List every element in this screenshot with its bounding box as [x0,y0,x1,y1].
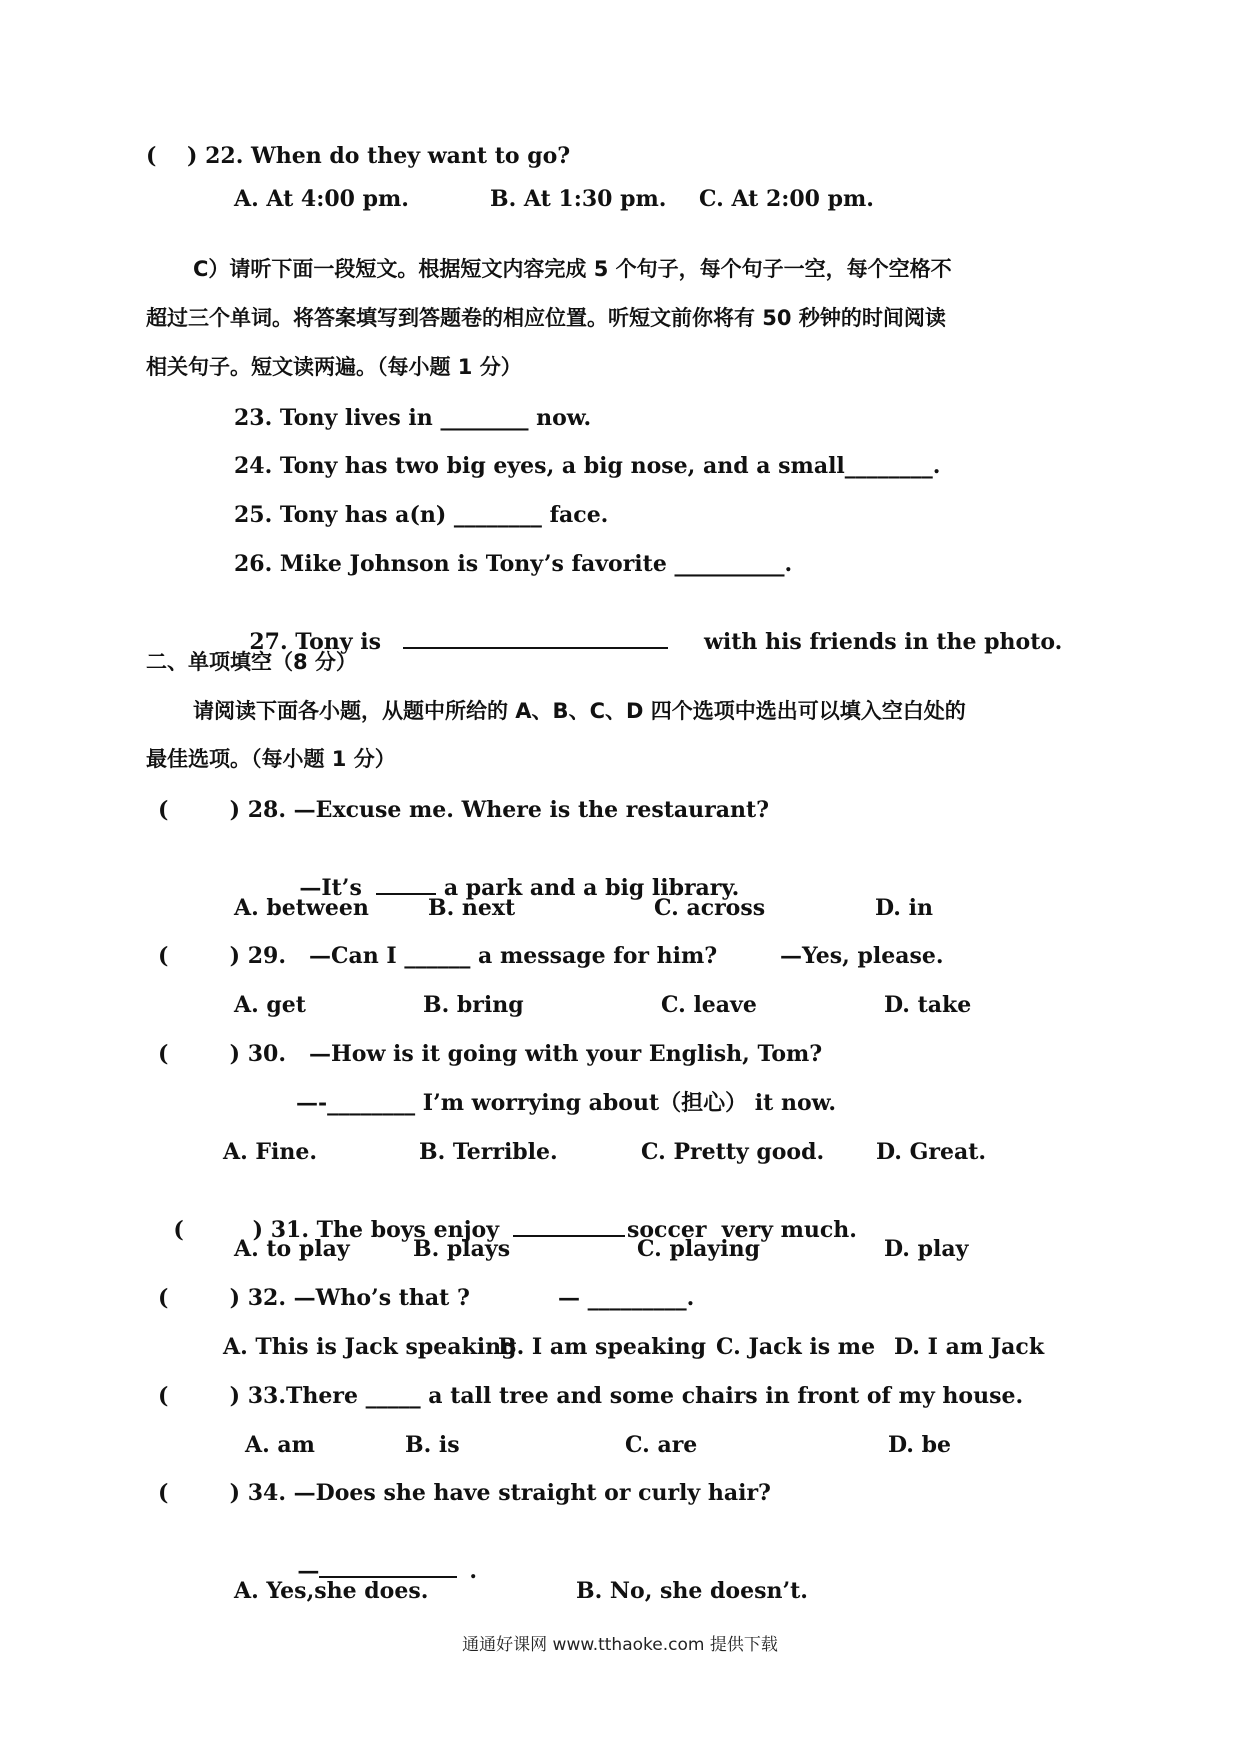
q28-option-b: B. next [428,895,516,921]
q34-stem: ( ) 34. —Does she have straight or curly hair? [158,1480,771,1506]
section-c-instruction-3: 相关句子。短文读两遍。（每小题 1 分） [146,355,522,379]
fill-q24: 24. Tony has two big eyes, a big nose, and a small________. [234,453,941,479]
part2-heading: 二、单项填空（8 分） [146,650,357,674]
q31-option-c: C. playing [637,1236,760,1262]
q34-reply-end: . [469,1558,477,1584]
q28-option-d: D. in [875,895,933,921]
q28-reply-start: —It’s [299,875,362,901]
q31-blank [513,1215,625,1237]
fill-q26: 26. Mike Johnson is Tony’s favorite __________. [234,551,793,577]
q22-option-c: C. At 2:00 pm. [699,186,874,212]
fill-q27-blank [403,627,668,649]
q28-reply-end: a park and a big library. [443,875,740,901]
section-c-instruction-1: C）请听下面一段短文。根据短文内容完成 5 个句子，每个句子一空，每个空格不 [193,257,952,281]
q28-stem: ( ) 28. —Excuse me. Where is the restaurant? [158,797,770,823]
q22-stem: ( ) 22. When do they want to go? [146,143,571,169]
q31-option-a: A. to play [234,1236,350,1262]
q33-option-a: A. am [245,1432,315,1458]
q29-reply: —Yes, please. [780,943,944,969]
q29-option-d: D. take [884,992,972,1018]
fill-q25: 25. Tony has a(n) ________ face. [234,502,609,528]
q31-stem-start: ( ) 31. The boys enjoy [173,1217,499,1243]
q29-option-b: B. bring [423,992,524,1018]
q30-option-c: C. Pretty good. [641,1139,825,1165]
q31-option-d: D. play [884,1236,969,1262]
q32-option-a: A. This is Jack speaking [223,1334,517,1360]
q34-reply-dash: — [297,1558,320,1584]
fill-q27 [234,599,1062,656]
page-footer: 通通好课网 www.tthaoke.com 提供下载 [462,1635,778,1655]
q30-stem: ( ) 30. —How is it going with your English, Tom? [158,1041,823,1067]
q32-reply: — _________. [558,1285,695,1311]
q30-option-d: D. Great. [876,1139,987,1165]
q32-option-b: B. I am speaking [498,1334,707,1360]
q33-option-d: D. be [888,1432,951,1458]
q34-blank [319,1556,457,1578]
q30-option-b: B. Terrible. [419,1139,558,1165]
q33-option-b: B. is [405,1432,460,1458]
q28-option-c: C. across [654,895,766,921]
q32-option-d: D. I am Jack [894,1334,1045,1360]
fill-q27-start: 27. Tony is [249,629,381,655]
part2-instruction-2: 最佳选项。（每小题 1 分） [146,747,396,771]
section-c-instruction-2: 超过三个单词。将答案填写到答题卷的相应位置。听短文前你将有 50 秒钟的时间阅读 [146,306,946,330]
q31-stem-end: soccer very much. [627,1217,857,1243]
q29-option-a: A. get [234,992,306,1018]
q28-blank [376,873,436,895]
q28-option-a: A. between [234,895,369,921]
fill-q23: 23. Tony lives in ________ now. [234,405,592,431]
q31-option-b: B. plays [413,1236,511,1262]
q32-stem: ( ) 32. —Who’s that ? [158,1285,470,1311]
q32-option-c: C. Jack is me [716,1334,876,1360]
q33-option-c: C. are [625,1432,698,1458]
q33-stem: ( ) 33.There _____ a tall tree and some chairs in front of my house. [158,1383,1024,1409]
fill-q27-end: with his friends in the photo. [703,629,1063,655]
q22-option-b: B. At 1:30 pm. [490,186,667,212]
q34-option-a: A. Yes,she does. [234,1578,429,1604]
q29-option-c: C. leave [661,992,757,1018]
q30-option-a: A. Fine. [223,1139,318,1165]
part2-instruction-1: 请阅读下面各小题，从题中所给的 A、B、C、D 四个选项中选出可以填入空白处的 [193,699,966,723]
q30-reply: —-________ I’m worrying about（担心） it now. [296,1090,837,1116]
q34-option-b: B. No, she doesn’t. [576,1578,808,1604]
q22-option-a: A. At 4:00 pm. [234,186,409,212]
q29-stem: ( ) 29. —Can I ______ a message for him? [158,943,718,969]
